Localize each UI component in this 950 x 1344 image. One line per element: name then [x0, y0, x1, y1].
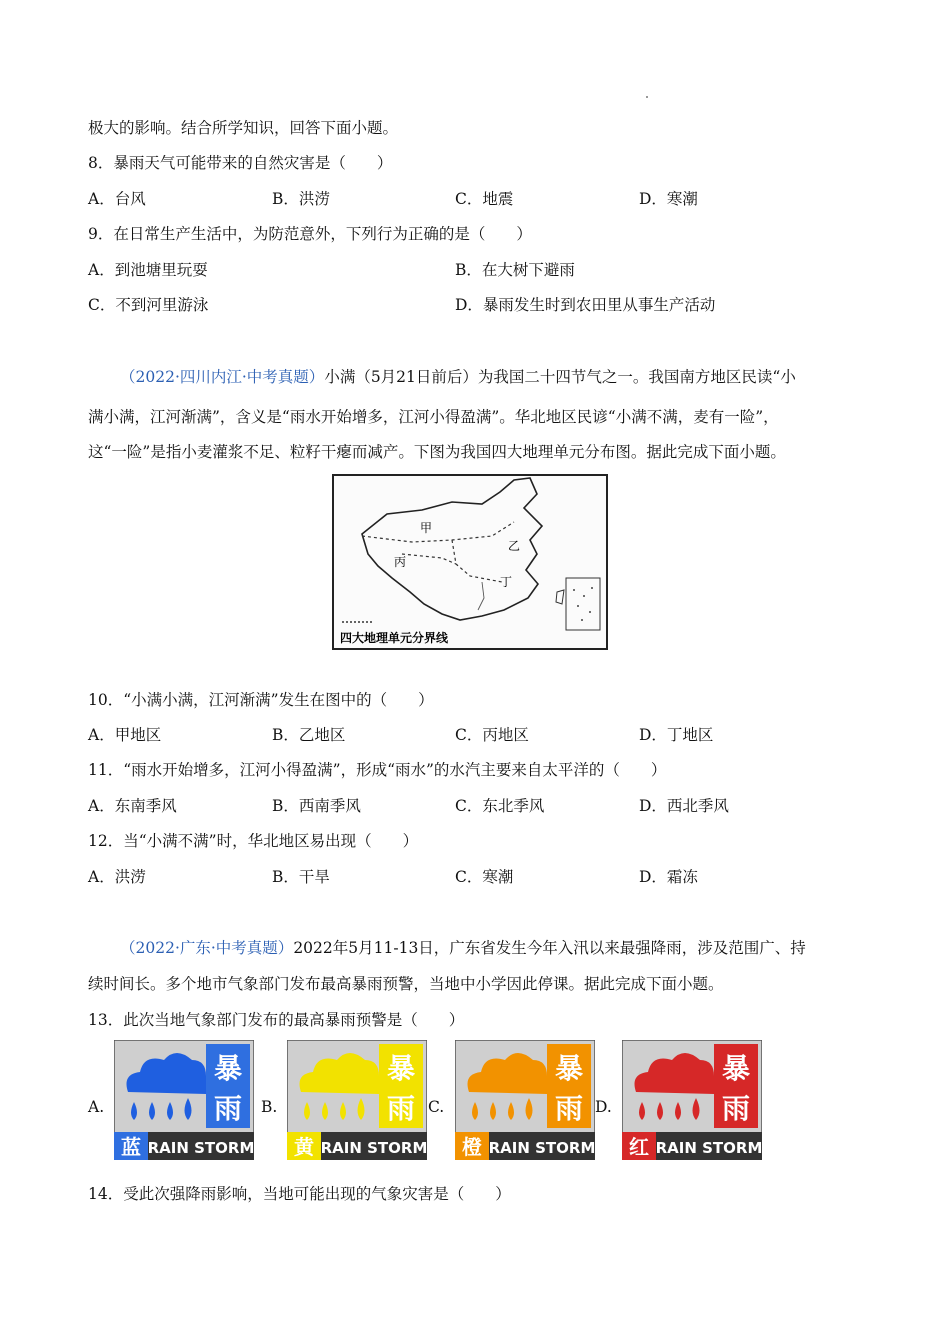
- q9-stem: 9．在日常生产生活中，为防范意外，下列行为正确的是（ ）: [88, 225, 532, 243]
- sign-level-text: 橙: [462, 1135, 482, 1159]
- q13-option-d-sign[interactable]: [622, 1040, 762, 1160]
- sign-caption-text: RAIN STORM: [488, 1139, 595, 1157]
- q10-option-c[interactable]: C．丙地区: [455, 726, 529, 744]
- q13-stem: 13．此次当地气象部门发布的最高暴雨预警是（ ）: [88, 1011, 465, 1029]
- map-label-jia: 甲: [420, 521, 433, 535]
- q12-stem: 12．当“小满不满”时，华北地区易出现（ ）: [88, 832, 419, 850]
- q11-option-a[interactable]: A．东南季风: [88, 797, 177, 815]
- q8-option-b[interactable]: B．洪涝: [272, 190, 330, 208]
- q13-option-d-letter[interactable]: D.: [595, 1098, 612, 1116]
- map-label-yi: 乙: [508, 539, 521, 553]
- rainstorm-sign-红: [622, 1040, 762, 1160]
- sign-level-text: 蓝: [121, 1135, 141, 1159]
- q13-option-a-sign[interactable]: [114, 1040, 254, 1160]
- q13-option-a-letter[interactable]: A.: [88, 1098, 105, 1116]
- scan-speck: [646, 96, 648, 98]
- q11-option-c[interactable]: C．东北季风: [455, 797, 545, 815]
- rainstorm-sign-黄: [287, 1040, 427, 1160]
- q8-option-d[interactable]: D．寒潮: [639, 190, 698, 208]
- passage2-line2: 满小满，江河渐满”，含义是“雨水开始增多，江河小得盈满”。华北地区民谚“小满不满，麦有一险”，: [88, 408, 779, 426]
- q11-option-d[interactable]: D．西北季风: [639, 797, 729, 815]
- passage2-line1: （2022·四川内江·中考真题）小满（5月21日前后）为我国二十四节气之一。我国南方地区民读“小: [120, 368, 796, 386]
- map-label-ding: 丁: [500, 575, 513, 589]
- intro-tail: 极大的影响。结合所学知识，回答下面小题。: [88, 119, 399, 137]
- sign-level-text: 红: [629, 1135, 649, 1159]
- sign-title-bottom: 雨: [721, 1092, 751, 1125]
- q13-option-b-sign[interactable]: [287, 1040, 427, 1160]
- q9-option-c[interactable]: C．不到河里游泳: [88, 296, 209, 314]
- q9-option-b[interactable]: B．在大树下避雨: [455, 261, 575, 279]
- q10-option-a[interactable]: A．甲地区: [88, 726, 162, 744]
- passage2-line3: 这“一险”是指小麦灌浆不足、粒籽干瘪而减产。下图为我国四大地理单元分布图。据此完成下面小题。: [88, 443, 786, 461]
- sign-title-top: 暴: [554, 1052, 584, 1085]
- sign-caption-text: RAIN STORM: [147, 1139, 254, 1157]
- sign-title-top: 暴: [386, 1052, 416, 1085]
- china-geographic-units-map: [332, 474, 608, 650]
- q9-option-a[interactable]: A．到池塘里玩耍: [88, 261, 208, 279]
- sign-caption-text: RAIN STORM: [320, 1139, 427, 1157]
- map-legend-text: 四大地理单元分界线: [340, 631, 449, 645]
- q12-option-a[interactable]: A．洪涝: [88, 868, 146, 886]
- q8-option-a[interactable]: A．台风: [88, 190, 146, 208]
- passage2-source: （2022·四川内江·中考真题）: [120, 368, 325, 386]
- sign-level-text: 黄: [294, 1135, 314, 1159]
- q14-stem: 14．受此次强降雨影响，当地可能出现的气象灾害是（ ）: [88, 1185, 511, 1203]
- q11-option-b[interactable]: B．西南季风: [272, 797, 361, 815]
- q13-option-b-letter[interactable]: B.: [261, 1098, 278, 1116]
- q10-option-d[interactable]: D．丁地区: [639, 726, 714, 744]
- q10-stem: 10．“小满小满，江河渐满”发生在图中的（ ）: [88, 691, 434, 709]
- passage3-line1: （2022·广东·中考真题）2022年5月11-13日，广东省发生今年入汛以来最强降雨，涉及范围广、持: [120, 939, 806, 957]
- sign-title-bottom: 雨: [554, 1092, 584, 1125]
- q12-option-b[interactable]: B．干旱: [272, 868, 330, 886]
- q13-option-c-sign[interactable]: [455, 1040, 595, 1160]
- q9-option-d[interactable]: D．暴雨发生时到农田里从事生产活动: [455, 296, 716, 314]
- q13-option-c-letter[interactable]: C.: [428, 1098, 445, 1116]
- q12-option-d[interactable]: D．霜冻: [639, 868, 698, 886]
- rainstorm-sign-橙: [455, 1040, 595, 1160]
- q11-stem: 11．“雨水开始增多，江河小得盈满”，形成“雨水”的水汽主要来自太平洋的（ ）: [88, 761, 667, 779]
- sign-title-bottom: 雨: [386, 1092, 416, 1125]
- q12-option-c[interactable]: C．寒潮: [455, 868, 514, 886]
- sign-title-bottom: 雨: [213, 1092, 243, 1125]
- passage3-line2: 续时间长。多个地市气象部门发布最高暴雨预警，当地中小学因此停课。据此完成下面小题。: [88, 975, 724, 993]
- map-label-bing: 丙: [394, 555, 407, 569]
- q8-stem: 8．暴雨天气可能带来的自然灾害是（ ）: [88, 154, 393, 172]
- rainstorm-sign-蓝: [114, 1040, 254, 1160]
- sign-caption-text: RAIN STORM: [655, 1139, 762, 1157]
- sign-title-top: 暴: [721, 1052, 751, 1085]
- passage3-source: （2022·广东·中考真题）: [120, 939, 294, 957]
- q10-option-b[interactable]: B．乙地区: [272, 726, 346, 744]
- q8-option-c[interactable]: C．地震: [455, 190, 514, 208]
- sign-title-top: 暴: [213, 1052, 243, 1085]
